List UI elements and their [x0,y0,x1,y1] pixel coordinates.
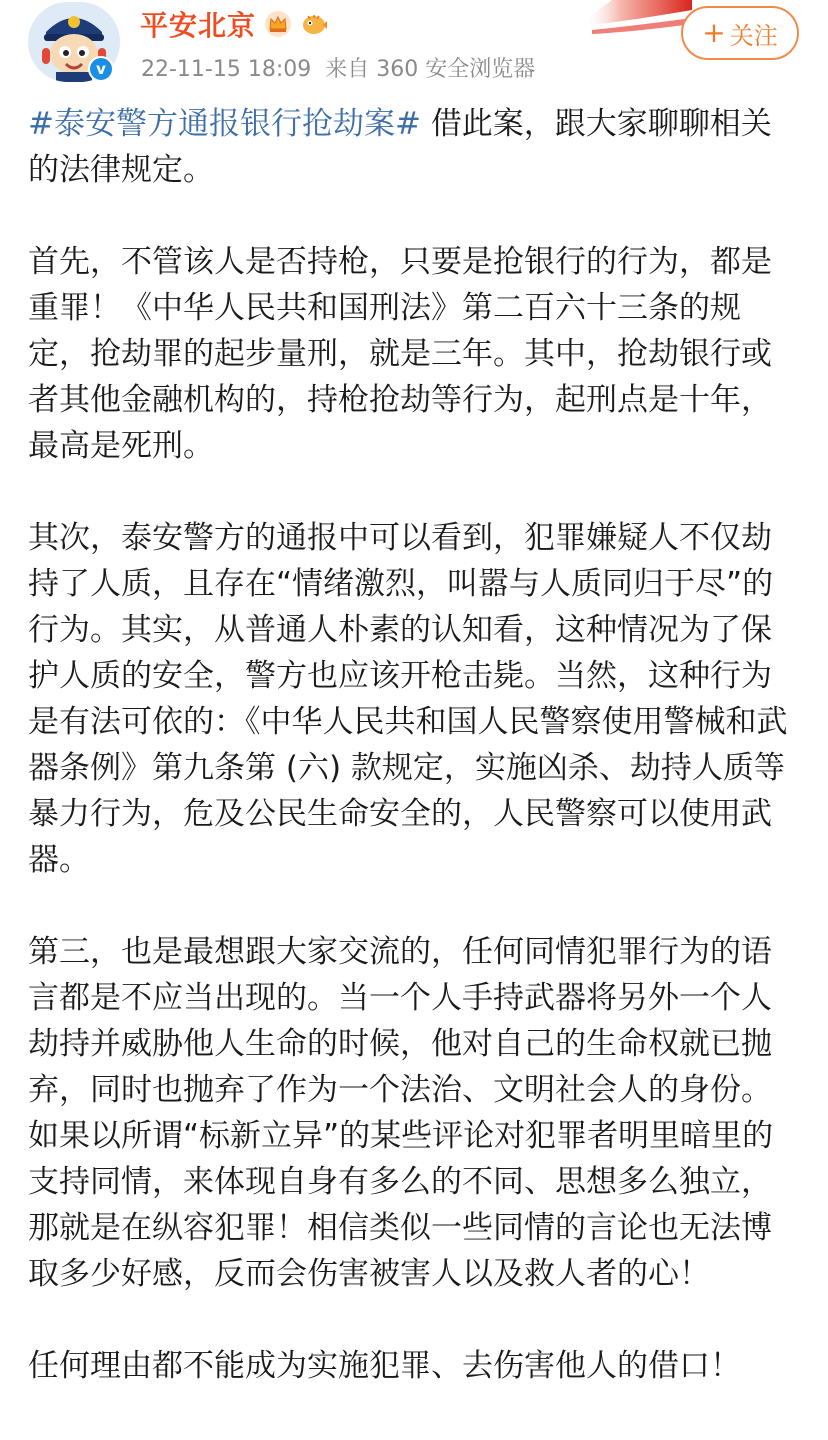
post-content [28,101,800,1435]
pufferfish-icon[interactable] [300,10,328,38]
plus-icon: + [702,16,726,49]
hashtag-link[interactable]: #泰安警方通报银行抢劫案# [28,106,421,142]
post-paragraph-1 [28,101,800,193]
post-header [0,0,828,100]
post-source[interactable]: 来自 360 安全浏览器 [325,57,536,82]
post-paragraph-3: 其次，泰安警方的通报中可以看到，犯罪嫌疑人不仅劫持了人质，且存在“情绪激烈，叫嚣与人质同归于尽”的行为。其实，从普通人朴素的认知看，这种情况为了保护人质的安全，警方也应该开枪击毙。当然，这种行为是有法可依的：《中华人民共和国人民警察使用警械和武器条例》第九条第 (六) 款规定，实施凶杀、劫持人质等暴力行为，危及公民生命安全的，人民警察可以使用武器。 [28,520,788,878]
author-name[interactable]: 平安北京 [140,9,257,42]
crown-icon[interactable] [264,10,292,38]
post-paragraph-5: 任何理由都不能成为实施犯罪、去伤害他人的借口！ [28,1348,741,1384]
follow-button-label: 关注 [729,21,778,50]
header-banner-decoration [582,0,692,40]
post-meta [141,52,535,83]
username-row [140,4,328,44]
verified-v-icon: v [88,56,114,82]
post-timestamp: 22-11-15 18:09 [141,57,312,82]
follow-button[interactable] [681,6,799,60]
paragraph-text: 借此案，跟大家聊聊相关的法律规定。 [28,106,772,188]
post-paragraph-4: 第三，也是最想跟大家交流的，任何同情犯罪行为的语言都是不应当出现的。当一个人手持武器将另外一个人劫持并威胁他人生命的时候，他对自己的生命权就已抛弃，同时也抛弃了作为一个法治、文明社会人的身份。如果以所谓“标新立异”的某些评论对犯罪者明里暗里的支持同情，来体现自身有多么的不同、思想多么独立，那就是在纵容犯罪！相信类似一些同情的言论也无法博取多少好感，反而会伤害被害人以及救人者的心！ [28,934,774,1292]
post-paragraph-2: 首先，不管该人是否持枪，只要是抢银行的行为，都是重罪！《中华人民共和国刑法》第二百六十三条的规定，抢劫罪的起步量刑，就是三年。其中，抢劫银行或者其他金融机构的，持枪抢劫等行为，起刑点是十年，最高是死刑。 [28,244,772,464]
